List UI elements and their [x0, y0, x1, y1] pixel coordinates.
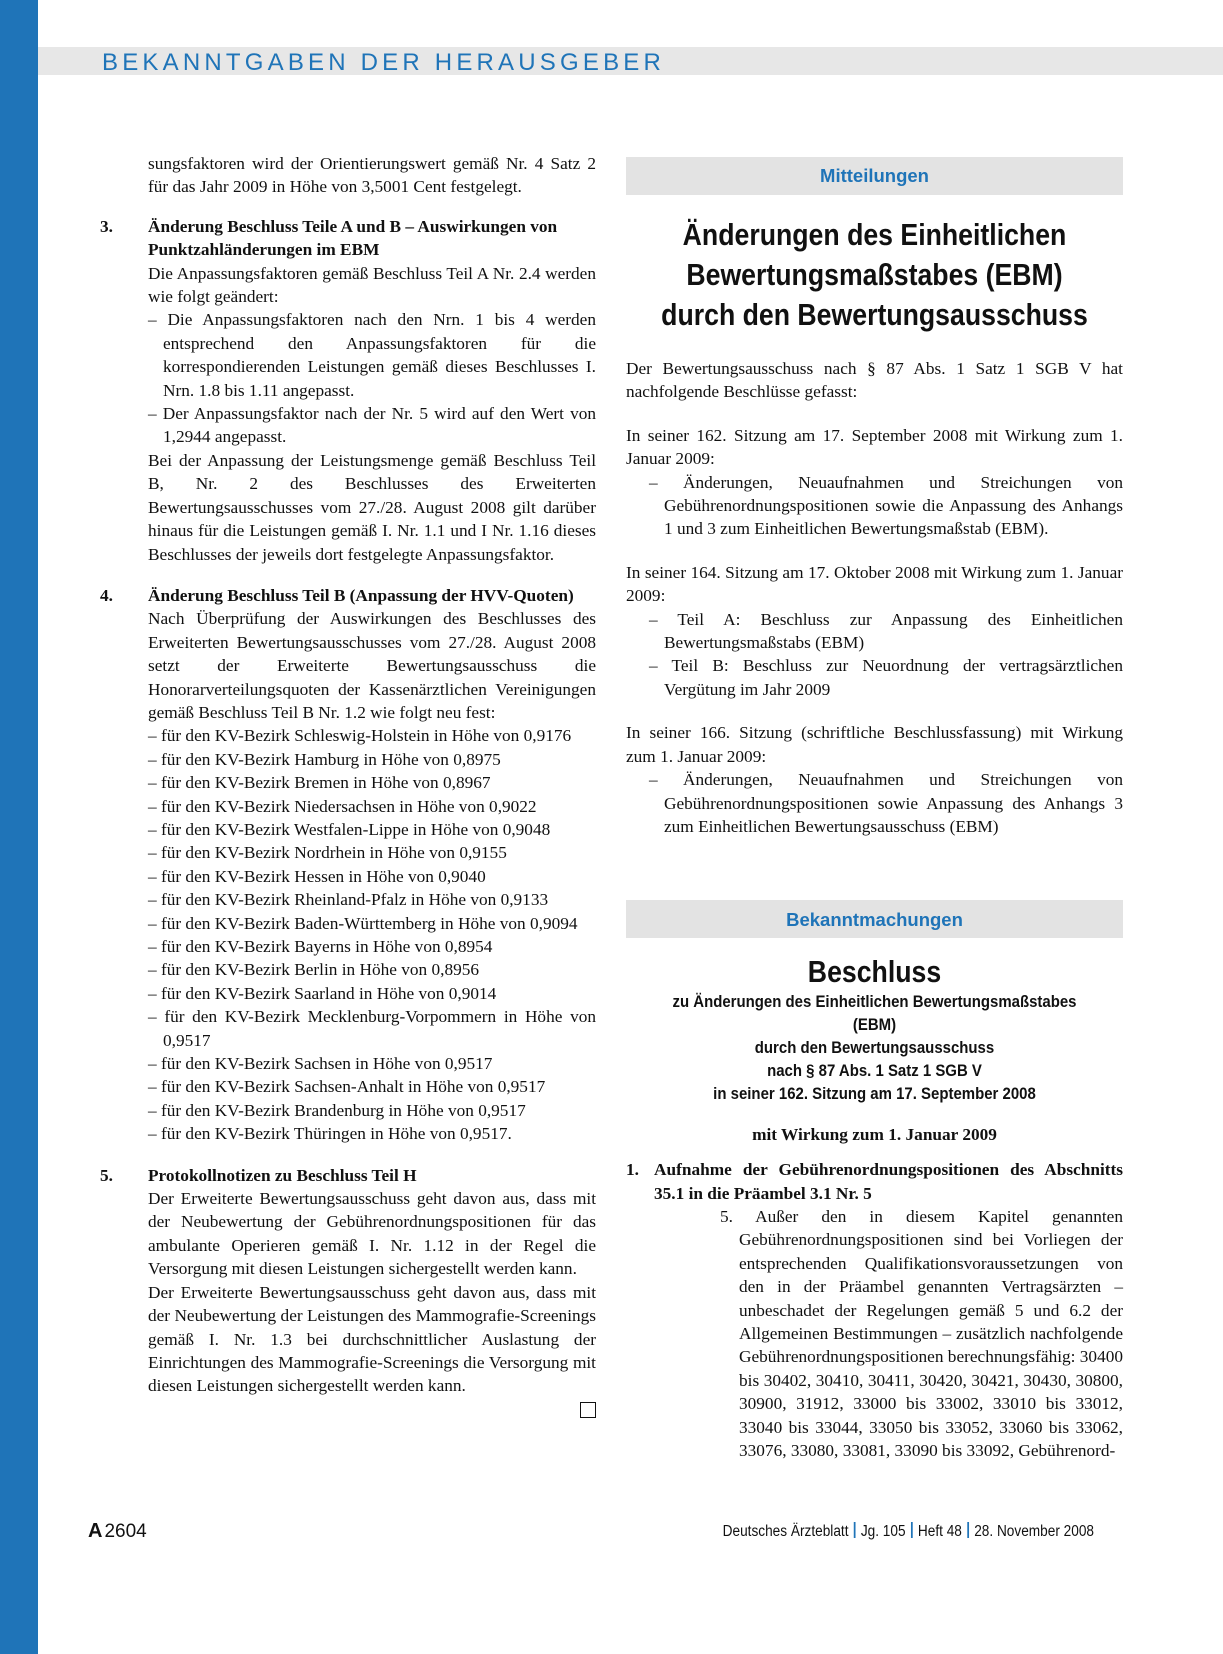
list-item: – für den KV-Bezirk Sachsen-Anhalt in Höhe von 0,9517	[148, 1077, 546, 1097]
blue-sidebar	[0, 0, 38, 1654]
journal-issue: Heft 48	[917, 1523, 962, 1540]
session-164-dash-1: – Teil A: Beschluss zur Anpassung des Einheitlichen Bewertungsmaßstabs (EBM)	[649, 609, 1123, 653]
item-5-text-1: Der Erweiterte Bewertungsausschuss geht davon aus, dass mit der Neubewertung der Gebührenordnungspositionen für das ambulante Operieren gemäß I. Nr. 1.12 in der Regel die Versorgung mit diesen Leistungen sichergestellt werden kann.	[148, 1189, 596, 1279]
item-3-number: 3.	[100, 216, 113, 236]
list-item: – für den KV-Bezirk Schleswig-Holstein in Höhe von 0,9176	[148, 726, 572, 746]
kv-bezirk-list	[148, 724, 596, 1145]
journal-date: 28. November 2008	[974, 1523, 1094, 1540]
list-item: – für den KV-Bezirk Brandenburg in Höhe von 0,9517	[148, 1100, 526, 1120]
item-3-text: Die Anpassungsfaktoren gemäß Beschluss Teil A Nr. 2.4 werden wie folgt geändert:	[148, 263, 596, 307]
journal-volume: Jg. 105	[860, 1523, 906, 1540]
item-4	[100, 584, 596, 1146]
end-mark-box	[580, 1402, 596, 1418]
session-162-dash: – Änderungen, Neuaufnahmen und Streichungen von Gebührenordnungspositionen sowie die Anpassung des Anhangs 1 und 3 zum Einheitlichen Bewertungsmaßstab (EBM).	[649, 472, 1123, 539]
right-column	[626, 157, 1123, 1462]
beschluss-subtitle	[656, 990, 1093, 1105]
item-5-text-2: Der Erweiterte Bewertungsausschuss geht davon aus, dass mit der Neubewertung der Leistungen des Mammografie-Screenings gemäß I. Nr. 1.3 bei durchschnittlicher Auslastung der Einrichtungen des Mammografie-Screenings die Versorgung mit diesen Leistungen sichergestellt werden kann.	[148, 1282, 596, 1396]
list-item: – für den KV-Bezirk Rheinland-Pfalz in Höhe von 0,9133	[148, 890, 549, 910]
list-item: – für den KV-Bezirk Saarland in Höhe von 0,9014	[148, 983, 497, 1003]
item-5	[100, 1164, 596, 1398]
subtitle-line-2: durch den Bewertungsausschuss	[754, 1037, 995, 1057]
left-column	[100, 152, 596, 1418]
session-166: In seiner 166. Sitzung (schriftliche Beschlussfassung) mit Wirkung zum 1. Januar 2009:	[626, 723, 1123, 766]
list-item: – für den KV-Bezirk Westfalen-Lippe in Höhe von 0,9048	[148, 819, 551, 839]
journal-name: Deutsches Ärzteblatt	[722, 1523, 849, 1540]
headline-line-1: Änderungen des Einheitlichen	[682, 217, 1067, 252]
beschluss-item-1	[626, 1158, 1123, 1205]
session-162: In seiner 162. Sitzung am 17. September 2008 mit Wirkung zum 1. Januar 2009:	[626, 425, 1123, 469]
list-item: – für den KV-Bezirk Hessen in Höhe von 0,9040	[148, 866, 486, 886]
mitteilungen-intro: Der Bewertungsausschuss nach § 87 Abs. 1 Satz 1 SGB V hat nachfolgende Beschlüsse gefasst:	[626, 359, 1123, 402]
list-item: – für den KV-Bezirk Niedersachsen in Höhe von 0,9022	[148, 796, 537, 816]
left-intro-paragraph: sungsfaktoren wird der Orientierungswert gemäß Nr. 4 Satz 2 für das Jahr 2009 in Höhe von 3,5001 Cent festgelegt.	[148, 154, 596, 197]
session-166-dash: – Änderungen, Neuaufnahmen und Streichungen von Gebührenordnungspositionen sowie Anpassung des Anhangs 3 zum Einheitlichen Bewertungsausschuss (EBM)	[649, 770, 1123, 836]
section-header-title: BEKANNTGABEN DER HERAUSGEBER	[102, 49, 666, 76]
list-item: – für den KV-Bezirk Mecklenburg-Vorpommern in Höhe von 0,9517	[148, 1007, 596, 1050]
subtitle-line-4: in seiner 162. Sitzung am 17. September 2008	[713, 1083, 1036, 1103]
beschluss-item-1-text: 5. Außer den in diesem Kapitel genannten Gebührenordnungspositionen sind bei Vorliegen der entsprechenden Qualifikationsvoraussetzungen von den in der Präambel genannten Vertragsärzten – unbeschadet der Regelungen gemäß 5 und 6.2 der Allgemeinen Bestimmungen – zusätzlich nachfolgende Gebührenordnungspositionen berechnungsfähig: 30400 bis 30402, 30410, 30411, 30420, 30421, 30430, 30800, 30900, 31912, 33000 bis 33002, 33010 bis 33012, 33040 bis 33044, 33050 bis 33052, 33060 bis 33062, 33076, 33080, 33081, 33090 bis 33092, Gebührenord-	[720, 1206, 1123, 1460]
list-item: – für den KV-Bezirk Bayerns in Höhe von 0,8954	[148, 937, 493, 956]
beschluss-item-1-title: Aufnahme der Gebührenordnungspositionen des Abschnitts 35.1 in die Präambel 3.1 Nr. 5	[654, 1160, 1123, 1203]
list-item: – für den KV-Bezirk Nordrhein in Höhe von 0,9155	[148, 843, 507, 863]
bekanntmachungen-bar: Bekanntmachungen	[626, 900, 1123, 938]
item-3	[100, 215, 596, 566]
list-item: – für den KV-Bezirk Sachsen in Höhe von 0,9517	[148, 1054, 493, 1074]
beschluss-item-1-number: 1.	[626, 1160, 639, 1180]
list-item: – für den KV-Bezirk Hamburg in Höhe von 0,8975	[148, 749, 501, 769]
mitteilungen-bar: Mitteilungen	[626, 157, 1123, 195]
headline-line-3: durch den Bewertungsausschuss	[661, 297, 1088, 332]
journal-info	[723, 1522, 1094, 1541]
page-number-value: 2604	[104, 1521, 147, 1542]
item-3-dash-1: – Die Anpassungsfaktoren nach den Nrn. 1 bis 4 werden entsprechend den Anpassungsfaktoren für die korrespondierenden Leistungen gemäß dieses Beschlusses I. Nrn. 1.8 bis 1.11 angepasst.	[148, 310, 596, 400]
item-4-title: Änderung Beschluss Teil B (Anpassung der HVV-Quoten)	[148, 585, 574, 605]
list-item: – für den KV-Bezirk Bremen in Höhe von 0,8967	[148, 773, 491, 793]
page-prefix: A	[88, 1520, 103, 1542]
headline-line-2: Bewertungsmaßstabes (EBM)	[686, 257, 1063, 292]
item-5-number: 5.	[100, 1165, 113, 1185]
subtitle-line-1: zu Änderungen des Einheitlichen Bewertungsmaßstabes (EBM)	[672, 991, 1077, 1034]
page-number	[88, 1520, 147, 1543]
list-item: – für den KV-Bezirk Baden-Württemberg in Höhe von 0,9094	[148, 913, 578, 933]
item-5-title: Protokollnotizen zu Beschluss Teil H	[148, 1165, 417, 1185]
item-4-text: Nach Überprüfung der Auswirkungen des Beschlusses des Erweiterten Bewertungsausschusses vom 27./28. August 2008 setzt der Erweiterte Bewertungsausschuss die Honorarverteilungsquoten der Kassenärztlichen Vereinigungen gemäß Beschluss Teil B Nr. 1.2 wie folgt neu fest:	[148, 609, 596, 722]
list-item: – für den KV-Bezirk Thüringen in Höhe von 0,9517.	[148, 1124, 512, 1144]
subtitle-line-3: nach § 87 Abs. 1 Satz 1 SGB V	[767, 1060, 982, 1080]
effective-date: mit Wirkung zum 1. Januar 2009	[752, 1124, 997, 1144]
item-3-dash-2: – Der Anpassungsfaktor nach der Nr. 5 wird auf den Wert von 1,2944 angepasst.	[148, 404, 596, 447]
mitteilungen-headline	[661, 215, 1088, 335]
list-item: – für den KV-Bezirk Berlin in Höhe von 0,8956	[148, 960, 480, 980]
item-4-number: 4.	[100, 585, 113, 605]
session-164-dash-2: – Teil B: Beschluss zur Neuordnung der vertragsärztlichen Vergütung im Jahr 2009	[649, 656, 1123, 699]
item-3-title: Änderung Beschluss Teile A und B – Auswirkungen von Punktzahländerungen im EBM	[148, 216, 558, 260]
item-3-text-2: Bei der Anpassung der Leistungsmenge gemäß Beschluss Teil B, Nr. 2 des Beschlusses des Erweiterten Bewertungsausschusses vom 27./28. August 2008 gilt darüber hinaus für die Leistungen gemäß I. Nr. 1.1 und I Nr. 1.16 dieses Beschlusses der jeweils dort festgelegte Anpassungsfaktor.	[148, 450, 596, 564]
beschluss-title: Beschluss	[807, 954, 942, 990]
session-164: In seiner 164. Sitzung am 17. Oktober 2008 mit Wirkung zum 1. Januar 2009:	[626, 562, 1123, 606]
